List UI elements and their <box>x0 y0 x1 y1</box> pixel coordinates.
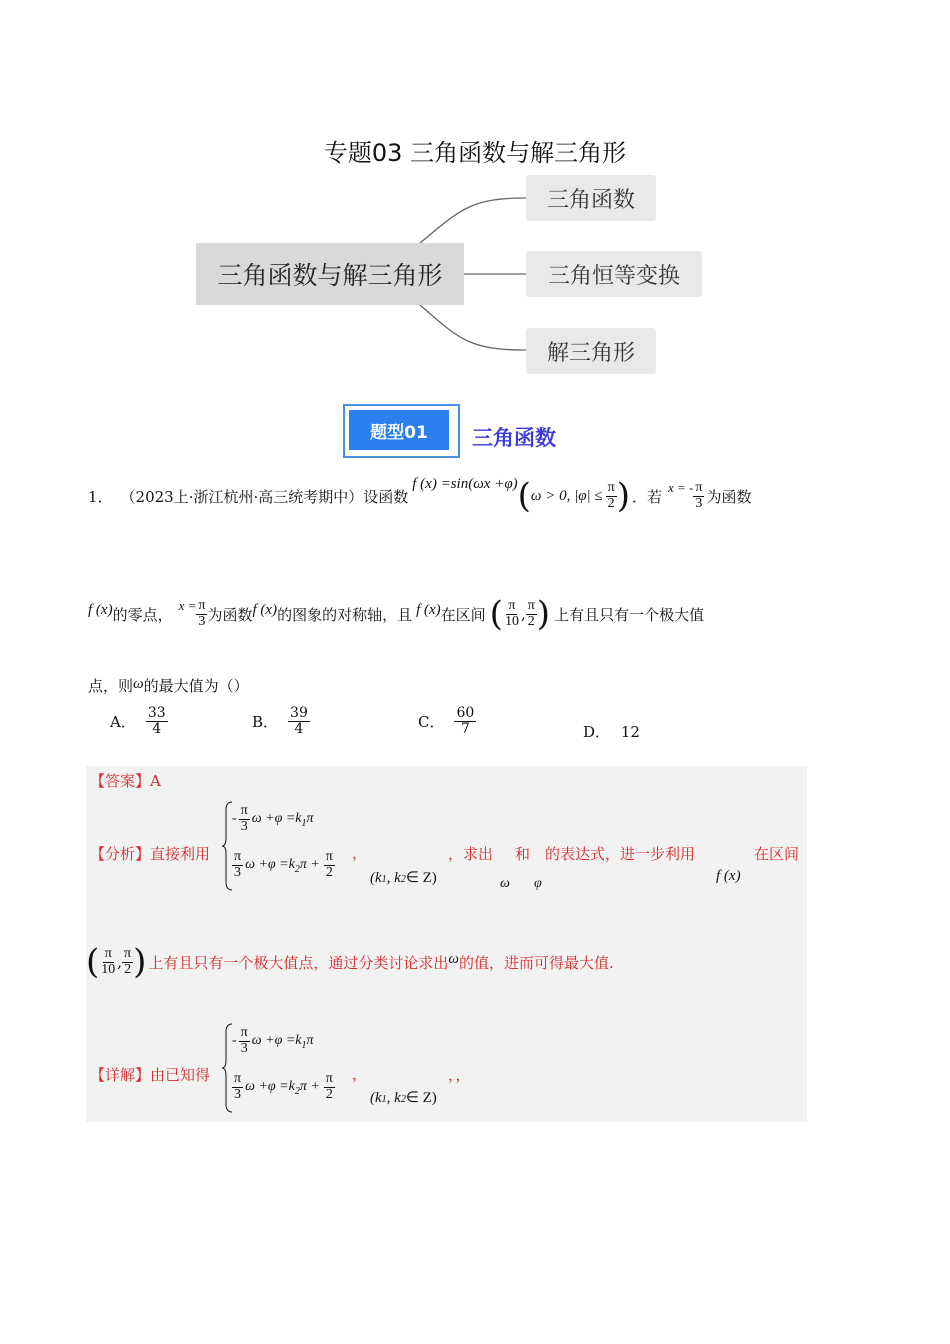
page-title: 专题03 三角函数与解三角形 <box>323 139 627 167</box>
pi-over-10: $\frac{\pi}{10}$ <box>504 597 519 629</box>
omega: ω <box>133 676 144 692</box>
question-line-1 <box>88 476 751 516</box>
answer-label: 【答案】A <box>90 772 161 790</box>
pi-over-10-2: $\frac{\pi}{10}$ <box>101 945 116 977</box>
option-a-label: A． <box>110 712 136 731</box>
question-number: 1． <box>88 487 113 506</box>
analysis-line-2-end: 的值，进而可得最大值. <box>459 953 614 972</box>
analysis-comma: ， <box>352 844 368 862</box>
pi-over-2-2: $\frac{\pi}{2}$ <box>124 945 132 977</box>
question-line-3 <box>88 675 249 696</box>
badge-label: 题型01 <box>349 410 449 450</box>
k-set-1: (k1, k2∈ Z) <box>370 870 437 886</box>
option-a-value: $\frac{33}{4}$ <box>147 705 166 737</box>
analysis-fx: f (x) <box>716 868 741 884</box>
analysis-omega: ω <box>500 876 510 891</box>
detail-commas: ，， <box>448 1066 471 1084</box>
interval-comma: , <box>520 605 526 623</box>
paren-close: ) <box>616 476 630 516</box>
equation-3: - $\frac{\pi}{3}$ ω +φ =k 1 π <box>232 1025 314 1056</box>
analysis-label: 【分析】 <box>90 845 151 863</box>
detail-text: 由已知得 <box>150 1066 211 1084</box>
f-of-x: f (x) <box>88 601 113 618</box>
x-eq: x = <box>178 598 197 613</box>
interval-comma-2: , <box>117 953 123 971</box>
analysis-text-2: ，求出 <box>448 845 494 863</box>
interval-open-2: ( <box>86 942 100 982</box>
interval-open: ( <box>489 594 503 634</box>
analysis-phi: φ <box>534 876 542 891</box>
option-b[interactable] <box>252 706 310 736</box>
mindmap-branch-identities: 三角恒等变换 <box>526 251 702 297</box>
mindmap-center-node: 三角函数与解三角形 <box>196 243 464 305</box>
analysis-text-1: 直接利用 <box>150 845 211 863</box>
option-a[interactable] <box>110 706 168 736</box>
interval-close: ) <box>536 594 551 634</box>
detail-comma: ， <box>352 1065 368 1083</box>
interval-text: 在区间 <box>440 605 486 624</box>
equation-1: - $\frac{\pi}{3}$ ω +φ =k 1 π <box>232 803 314 834</box>
analysis-line-2 <box>86 940 614 984</box>
pi-over-2-b: $\frac{\pi}{2}$ <box>527 597 535 629</box>
option-d-label: D． <box>583 723 611 741</box>
zero-text: 的零点， <box>112 605 173 624</box>
interval-close-2: ) <box>133 942 147 982</box>
axis-text: 的图象的对称轴，且 <box>277 605 413 624</box>
question-source: （2023上·浙江杭州·高三统考期中）设函数 <box>120 487 409 506</box>
option-b-label: B． <box>252 712 279 731</box>
analysis-line-1 <box>90 843 210 864</box>
option-c-label: C． <box>418 712 445 731</box>
analysis-omega-2: ω <box>448 950 459 967</box>
question-line-2 <box>88 588 704 640</box>
f-of-x-2: f (x) <box>252 601 278 618</box>
k-set-2: (k1, k2∈ Z) <box>370 1090 437 1106</box>
f-of-x-3: f (x) <box>416 601 441 618</box>
section-title: 三角函数 <box>472 426 556 450</box>
equation-4: $\frac{\pi}{3}$ ω +φ =k 2 π + $\frac{\pi}{2}$ <box>234 1071 333 1102</box>
sym-text: 为函数 <box>207 605 253 624</box>
after-condition: ．若 <box>631 487 662 506</box>
for-function: 为函数 <box>706 487 752 506</box>
pi-over-3-b: $\frac{\pi}{3}$ <box>198 597 206 629</box>
section-badge <box>343 404 458 456</box>
detail-line <box>90 1064 210 1085</box>
option-b-value: $\frac{39}{4}$ <box>290 705 308 737</box>
mindmap-branch-solve-triangles: 解三角形 <box>526 328 656 374</box>
pi-over-3: $\frac{\pi}{3}$ <box>695 479 703 511</box>
analysis-and: 和 <box>515 845 531 863</box>
option-c[interactable] <box>418 706 476 736</box>
pi-over-2: $\frac{\pi}{2}$ <box>607 479 615 511</box>
mindmap-connectors <box>0 0 950 400</box>
line3-text: 点，则 <box>88 677 134 695</box>
line2-end: 上有且只有一个极大值 <box>554 605 705 624</box>
option-d[interactable] <box>583 721 640 742</box>
equation-2: $\frac{\pi}{3}$ ω +φ =k 2 π + $\frac{\pi}{2}$ <box>234 849 333 880</box>
detail-label: 【详解】 <box>90 1066 151 1084</box>
x-eq-neg: x = - <box>668 480 694 495</box>
analysis-line-2-text: 上有且只有一个极大值点，通过分类讨论求出 <box>148 953 449 972</box>
option-c-value: $\frac{60}{7}$ <box>456 705 475 737</box>
mindmap-branch-trig-functions: 三角函数 <box>526 175 656 221</box>
analysis-text-4: 在区间 <box>754 845 800 863</box>
option-d-value: 12 <box>620 723 640 741</box>
condition: ω > 0, |φ| ≤ <box>530 487 603 504</box>
line3-end: 的最大值为（） <box>143 677 249 695</box>
analysis-text-3: 的表达式，进一步利用 <box>545 845 696 863</box>
formula-f: f (x) =sin(ωx +φ) <box>412 475 518 492</box>
paren-open: ( <box>517 476 531 516</box>
